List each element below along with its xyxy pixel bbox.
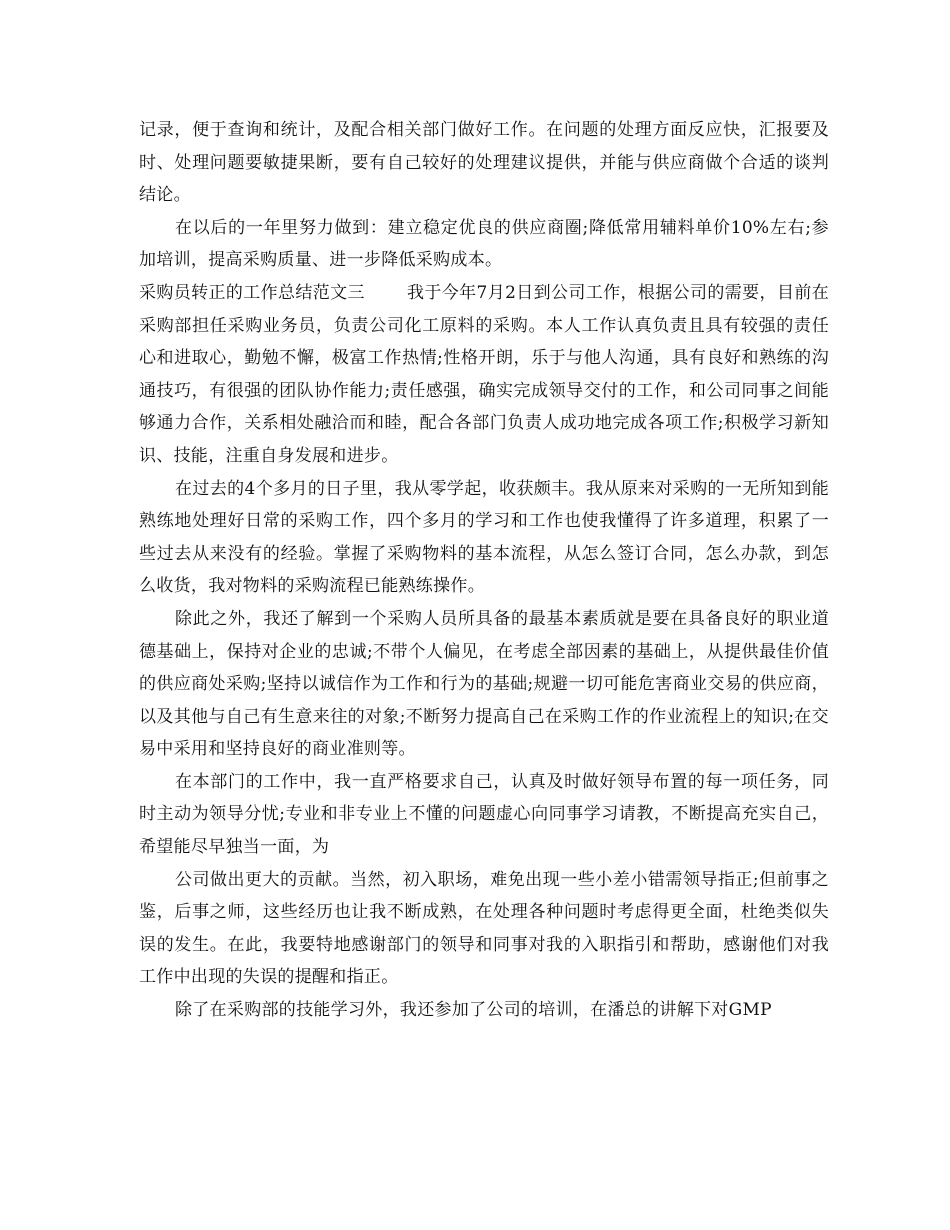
paragraph-8: 除了在采购部的技能学习外，我还参加了公司的培训，在潘总的讲解下对GMP: [175, 1000, 772, 1021]
document-body: [139, 114, 829, 1027]
paragraph-7: 公司做出更大的贡献。当然，初入职场，难免出现一些小差小错需领导指正;但前事之鉴，后事之师，这些经历也让我不断成熟，在处理各种问题时考虑得更全面，杜绝类似失误的发生。在此，我要特地感谢部门的领导和同事对我的入职指引和帮助，感谢他们对我工作中出现的失误的提醒和指正。: [139, 869, 829, 988]
paragraph-4: 在过去的4个多月的日子里，我从零学起，收获颇丰。我从原来对采购的一无所知到能熟练地处理好日常的采购工作，四个多月的学习和工作也使我懂得了许多道理，积累了一些过去从来没有的经验。掌握了采购物料的基本流程，从怎么签订合同，怎么办款，到怎么收货，我对物料的采购流程已能熟练操作。: [139, 478, 829, 597]
section-intro: 我于今年7月2日到公司工作，根据公司的需要，目前在采购部担任采购业务员，负责公司化工原料的采购。本人工作认真负责且具有较强的责任心和进取心，勤勉不懈，极富工作热情;性格开朗，乐于与他人沟通，具有良好和熟练的沟通技巧，有很强的团队协作能力;责任感强，确实完成领导交付的工作，和公司同事之间能够通力合作，关系相处融洽而和睦，配合各部门负责人成功地完成各项工作;积极学习新知识、技能，注重自身发展和进步。: [139, 282, 829, 466]
section-title: 采购员转正的工作总结范文三: [139, 282, 365, 303]
paragraph-1: 记录，便于查询和统计，及配合相关部门做好工作。在问题的处理方面反应快，汇报要及时、处理问题要敏捷果断，要有自己较好的处理建议提供，并能与供应商做个合适的谈判结论。: [139, 120, 829, 206]
paragraph-6: 在本部门的工作中，我一直严格要求自己，认真及时做好领导布置的每一项任务，同时主动为领导分忧;专业和非专业上不懂的问题虚心向同事学习请教，不断提高充实自己，希望能尽早独当一面，为: [139, 771, 829, 858]
paragraph-5: 除此之外，我还了解到一个采购人员所具备的最基本素质就是要在具备良好的职业道德基础上，保持对企业的忠诚;不带个人偏见，在考虑全部因素的基础上，从提供最佳价值的供应商处采购;坚持以诚信作为工作和行为的基础;规避一切可能危害商业交易的供应商，以及其他与自己有生意来往的对象;不断努力提高自己在采购工作的作业流程上的知识;在交易中采用和坚持良好的商业准则等。: [139, 608, 829, 760]
section-paragraph: [139, 277, 829, 473]
paragraph-2: 在以后的一年里努力做到：建立稳定优良的供应商圈;降低常用辅料单价10%左右;参加培训，提高采购质量、进一步降低采购成本。: [139, 217, 829, 271]
